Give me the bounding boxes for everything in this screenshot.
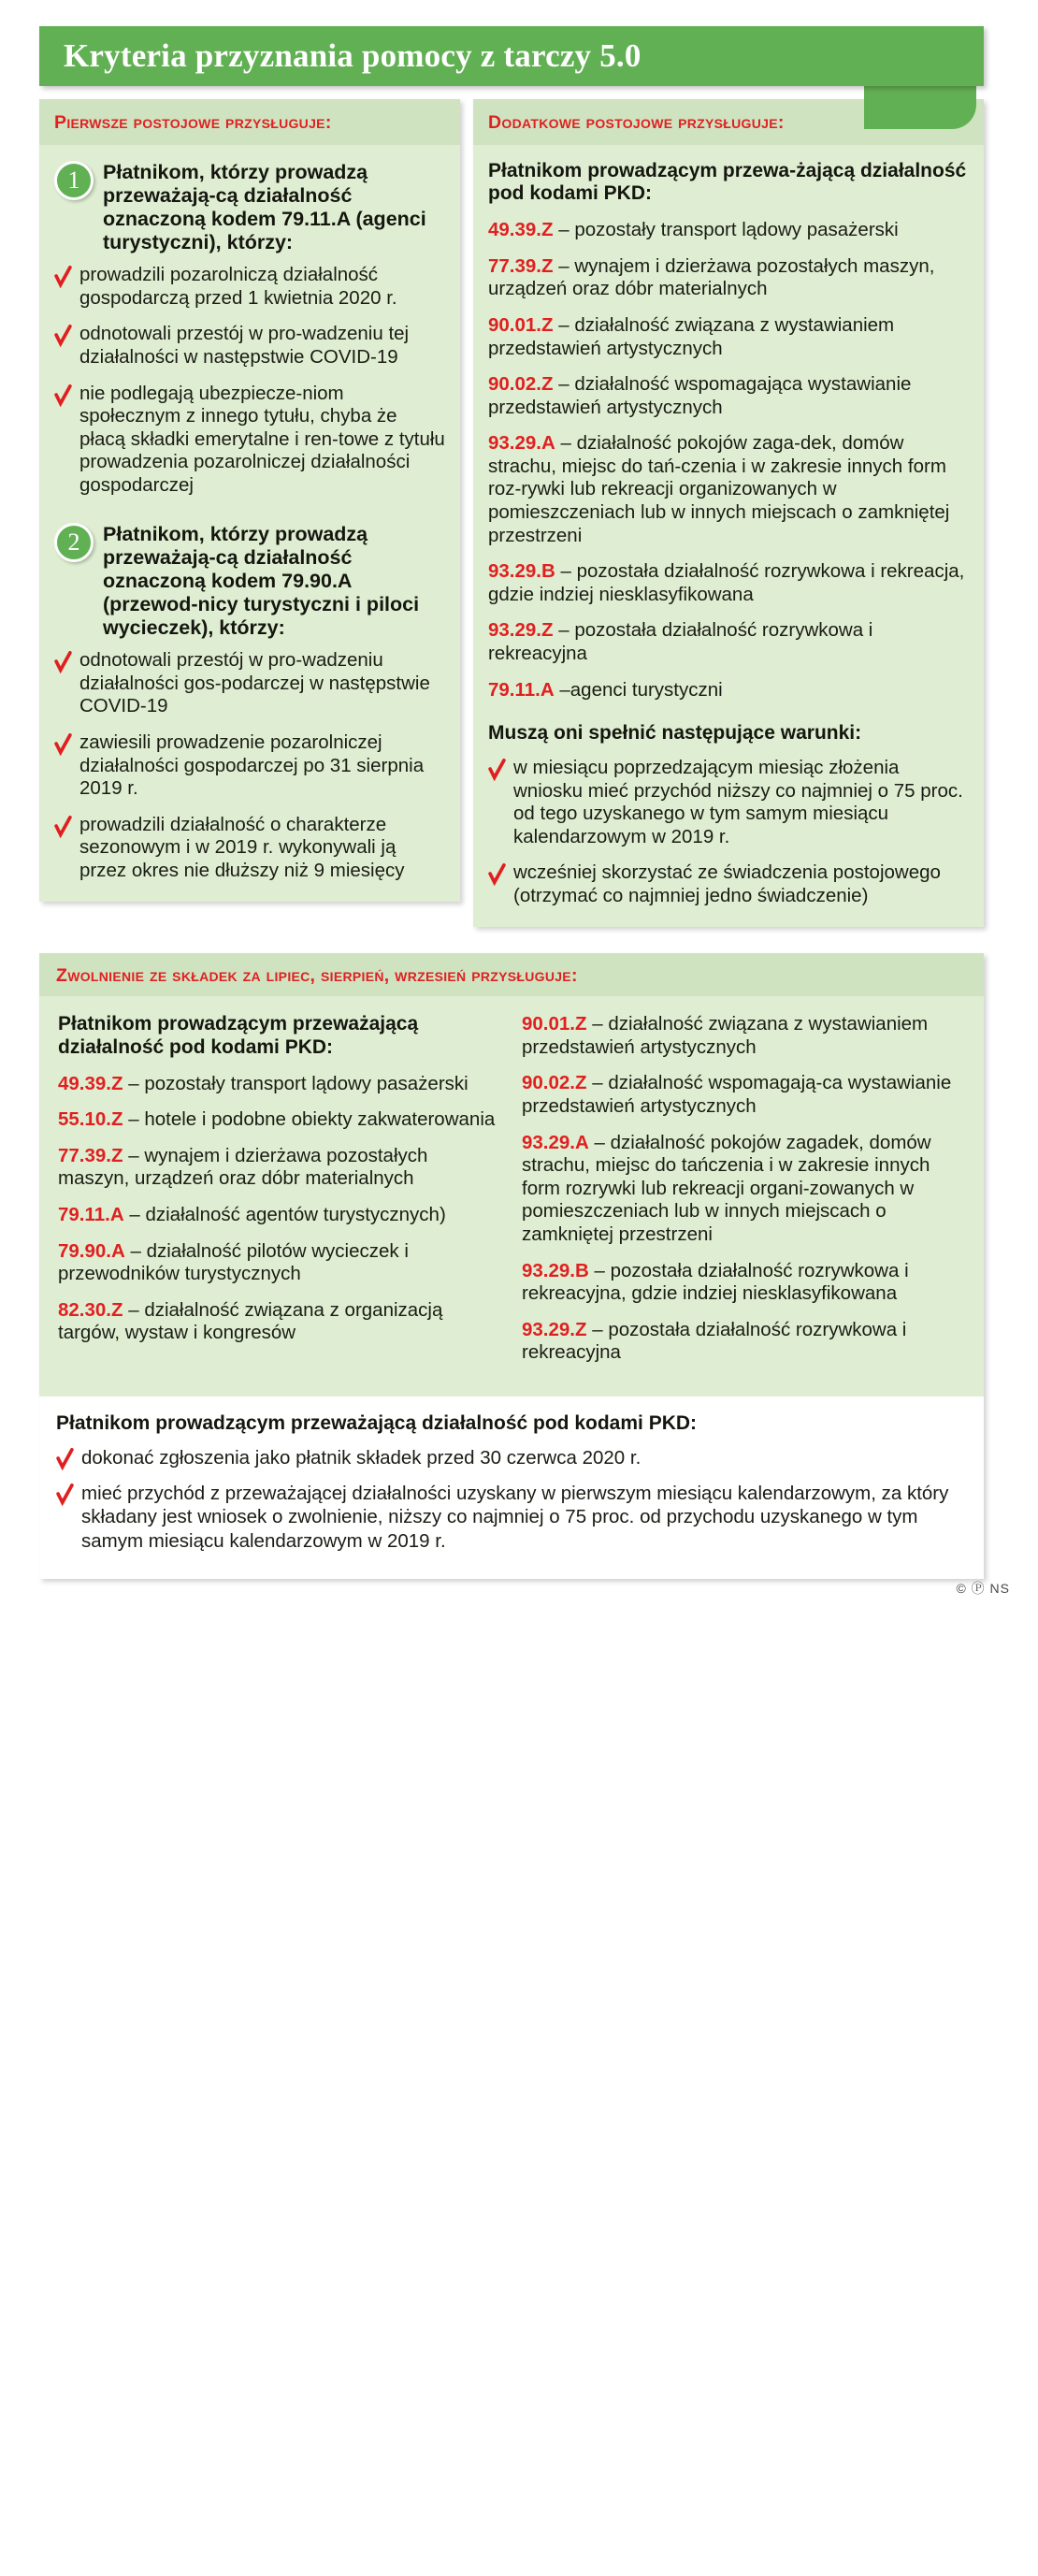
pkd-code: 49.39.Z — [488, 219, 554, 241]
pkd-code: 93.29.Z — [488, 619, 554, 642]
check-icon — [56, 1448, 74, 1470]
pkd-desc: – działalność agentów turystycznych) — [123, 1204, 446, 1226]
pkd-code: 90.02.Z — [522, 1072, 587, 1094]
pkd-desc: – działalność pokojów zaga-dek, domów strachu, miejsc do tań-czenia i w zakresie innych form roz-rywki lub rekreacji organizowanych w pomieszczeniach lub w innych miejscach o zamkniętej przestrzeni — [488, 432, 950, 546]
check-icon — [54, 733, 72, 756]
pkd-entry — [488, 255, 969, 301]
list-item-text: zawiesili prowadzenie pozarolniczej działalności gospodarczej po 31 sierpnia 2019 r. — [79, 731, 425, 800]
pkd-entry — [58, 1073, 497, 1096]
pkd-code: 77.39.Z — [58, 1144, 123, 1166]
heading-zwolnienie: Zwolnienie ze składek za lipiec, sierpień, wrzesień przysługuje: — [56, 964, 578, 986]
check-icon — [488, 759, 506, 781]
pkd-code: 93.29.A — [522, 1131, 589, 1153]
list-item — [56, 1482, 965, 1553]
pkd-desc: –agenci turystyczni — [554, 678, 723, 701]
list-item-text: prowadzili działalność o charakterze sezonowym i w 2019 r. wykonywali ją przez okres nie dłuższy niż 9 miesięcy — [79, 813, 405, 881]
pkd-code: 93.29.B — [522, 1259, 589, 1281]
pkd-code: 90.01.Z — [522, 1013, 587, 1035]
list-item — [488, 861, 969, 907]
numbered-item — [54, 522, 445, 641]
list-item — [488, 757, 969, 848]
check-icon — [54, 266, 72, 288]
pkd-desc: – działalność związana z wystawianiem przedstawień artystycznych — [522, 1013, 929, 1058]
list-item-text: odnotowali przestój w pro-wadzeniu tej działalności w następstwie COVID-19 — [79, 323, 410, 368]
pkd-code: 49.39.Z — [58, 1072, 123, 1094]
list-item-text: dokonać zgłoszenia jako płatnik składek przed 30 czerwca 2020 r. — [81, 1447, 642, 1469]
list-item — [54, 264, 445, 310]
check-icon — [54, 325, 72, 347]
pkd-desc: – działalność pilotów wycieczek i przewodników turystycznych — [58, 1239, 409, 1285]
panel2-body — [39, 996, 984, 1397]
list-item — [54, 731, 445, 801]
check-icon — [54, 651, 72, 673]
check-icon — [54, 384, 72, 407]
heading-pierwsze-postojowe: Pierwsze postojowe przysługuje: — [54, 112, 332, 133]
pkd-entry — [522, 1319, 961, 1365]
pkd-desc: – działalność związana z wystawianiem przedstawień artystycznych — [488, 313, 895, 359]
check-icon — [54, 816, 72, 838]
number-badge: 2 — [54, 523, 94, 562]
column-header-left — [39, 99, 460, 145]
pkd-entry — [488, 432, 969, 547]
panel2-column-right — [522, 1013, 961, 1378]
pkd-entry — [488, 314, 969, 360]
pkd-entry — [488, 560, 969, 606]
pkd-entry — [488, 679, 969, 702]
list-item-text: wcześniej skorzystać ze świadczenia postojowego (otrzymać co najmniej jedno świadczenie) — [513, 861, 941, 906]
pkd-code: 79.90.A — [58, 1239, 125, 1262]
list-item-text: prowadzili pozarolniczą działalność gospodarczą przed 1 kwietnia 2020 r. — [79, 264, 397, 309]
footer-heading: Płatnikom prowadzącym przeważającą działalność pod kodami PKD: — [56, 1411, 698, 1434]
pkd-code: 82.30.Z — [58, 1298, 123, 1321]
list-item — [54, 814, 445, 883]
panel-postojowe — [39, 99, 984, 927]
list-item — [54, 383, 445, 498]
pkd-desc: – wynajem i dzierżawa pozostałych maszyn, urządzeń oraz dóbr materialnych — [488, 254, 935, 300]
pkd-desc: – pozostała działalność rozrywkowa i rekreacyjna — [488, 619, 873, 665]
pkd-entry — [58, 1240, 497, 1286]
numbered-item-text: Płatnikom, którzy prowadzą przeważają-cą działalność oznaczoną kodem 79.11.A (agenci turystyczni), którzy: — [103, 160, 426, 254]
credit-mark: © Ⓟ NS — [956, 1581, 1010, 1597]
pkd-entry — [488, 619, 969, 665]
pkd-code: 90.02.Z — [488, 373, 554, 396]
panel2-column-left — [58, 1013, 497, 1378]
pkd-entry — [522, 1132, 961, 1247]
pkd-desc: – pozostała działalność rozrywkowa i rekreacyjna — [522, 1318, 907, 1364]
pkd-entry — [522, 1260, 961, 1306]
pkd-code: 77.39.Z — [488, 254, 554, 277]
pkd-desc: – działalność wspomagająca wystawianie przedstawień artystycznych — [488, 373, 912, 418]
pkd-entry — [58, 1108, 497, 1132]
pkd-desc: – pozostała działalność rozrywkowa i rekreacja, gdzie indziej niesklasyfikowana — [488, 560, 965, 605]
check-list — [54, 264, 445, 497]
column-body-left — [39, 145, 460, 902]
check-list — [54, 649, 445, 882]
pkd-desc: – pozostała działalność rozrywkowa i rekreacyjna, gdzie indziej niesklasyfikowana — [522, 1259, 909, 1305]
pkd-lead-text: Płatnikom prowadzącym przeważającą działalność pod kodami PKD: — [58, 1013, 419, 1058]
column-dodatkowe-postojowe — [473, 99, 984, 927]
pkd-code: 90.01.Z — [488, 313, 554, 336]
pkd-code: 55.10.Z — [58, 1108, 123, 1131]
pkd-code: 79.11.A — [488, 678, 555, 701]
panel2-header — [39, 953, 984, 997]
pkd-code: 93.29.Z — [522, 1318, 587, 1340]
check-icon — [488, 863, 506, 886]
check-icon — [56, 1483, 74, 1506]
pkd-desc: – działalność związana z organizacją targów, wystaw i kongresów — [58, 1298, 443, 1344]
title-section — [39, 26, 1017, 86]
page-title: Kryteria przyznania pomocy z tarczy 5.0 — [64, 37, 642, 74]
title-bar — [39, 26, 984, 86]
numbered-item-text: Płatnikom, którzy prowadzą przeważają-cą działalność oznaczoną kodem 79.90.A (przewod-nicy turystyczni i piloci wycieczek), którzy: — [103, 522, 420, 640]
list-item-text: odnotowali przestój w pro-wadzeniu działalności gos-podarczej w następstwie COVID-19 — [79, 649, 430, 717]
list-item — [54, 323, 445, 369]
pkd-entry — [522, 1072, 961, 1118]
panel2-footer — [39, 1397, 984, 1579]
pkd-entry — [58, 1204, 497, 1227]
pkd-lead-text: Płatnikom prowadzącym przewa-żającą działalność pod kodami PKD: — [488, 159, 967, 205]
list-item-text: w miesiącu poprzedzającym miesiąc złożenia wniosku mieć przychód niższy co najmniej o 75 proc. od tego uzyskanego w tym samym miesiącu kalendarzowym w 2019 r. — [513, 757, 963, 847]
list-item-text: mieć przychód z przeważającej działalności uzyskany w pierwszym miesiącu kalendarzowym, za który składany jest wniosek o zwolnienie, niższy co najmniej o 75 proc. od przychodu uzyskanego w tym samym miesiącu kalendarzowym w 2019 r. — [81, 1483, 949, 1552]
list-item — [56, 1446, 965, 1470]
pkd-entry — [58, 1299, 497, 1345]
pkd-entry — [58, 1145, 497, 1191]
number-badge: 1 — [54, 161, 94, 200]
heading-dodatkowe-postojowe: Dodatkowe postojowe przysługuje: — [488, 112, 785, 133]
conditions-heading: Muszą oni spełnić następujące warunki: — [488, 722, 862, 745]
pkd-code: 93.29.A — [488, 432, 555, 455]
pkd-desc: – pozostały transport lądowy pasażerski — [123, 1072, 469, 1094]
pkd-code: 79.11.A — [58, 1204, 124, 1226]
pkd-desc: – pozostały transport lądowy pasażerski — [553, 219, 899, 241]
column-body-right — [473, 145, 984, 927]
pkd-entry — [488, 219, 969, 242]
list-item-text: nie podlegają ubezpiecze-niom społecznym z innego tytułu, chyba że płacą składki emerytalne i ren-towe z tytułu prowadzenia pozarolniczej działalności gospodarczej — [79, 382, 445, 496]
pkd-code: 93.29.B — [488, 560, 555, 583]
column-pierwsze-postojowe — [39, 99, 460, 902]
list-item — [54, 649, 445, 718]
pkd-desc: – działalność pokojów zagadek, domów strachu, miejsc do tańczenia i w zakresie innych form rozrywki lub rekreacji organi-zowanych w pomieszczeniach lub w innych miejscach o zamkniętej przestrzeni — [522, 1131, 931, 1245]
pkd-desc: – wynajem i dzierżawa pozostałych maszyn, urządzeń oraz dóbr materialnych — [58, 1144, 428, 1190]
pkd-desc: – działalność wspomagają-ca wystawianie przedstawień artystycznych — [522, 1072, 952, 1117]
pkd-entry — [488, 373, 969, 419]
pkd-desc: – hotele i podobne obiekty zakwaterowania — [123, 1108, 496, 1131]
panel-zwolnienie — [39, 953, 984, 1580]
pkd-entry — [522, 1013, 961, 1059]
numbered-item — [54, 160, 445, 255]
